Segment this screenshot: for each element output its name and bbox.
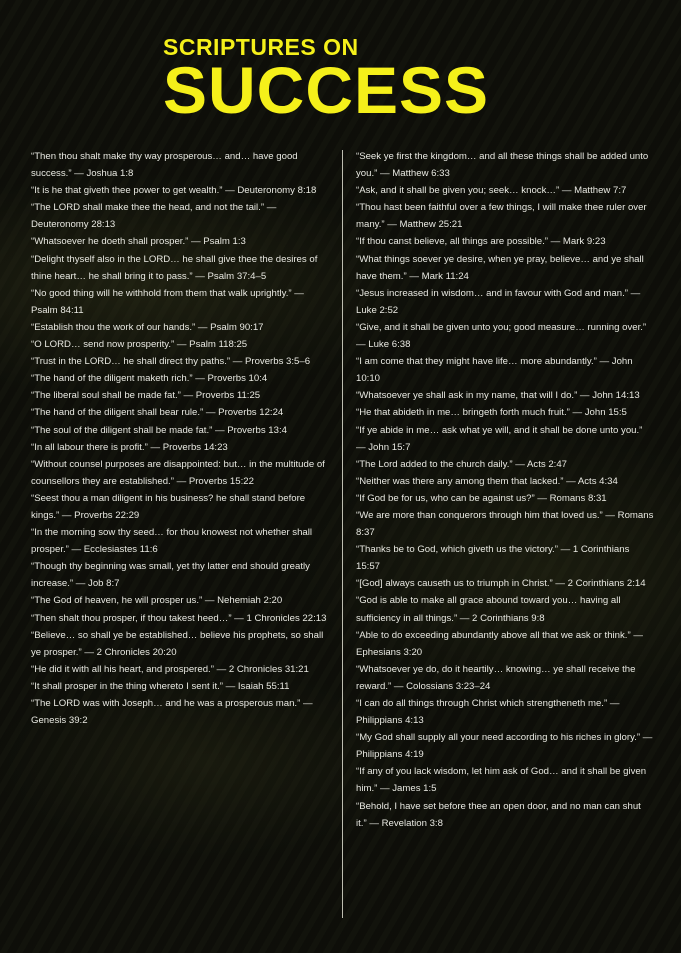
verse-item: “Though thy beginning was small, yet thy latter end should greatly increase.” — Job 8:7 [31,561,310,590]
verse-item: “Whatsoever ye do, do it heartily… knowing… ye shall receive the reward.” — Colossians 3:23–24 [356,663,636,692]
verse-item: “No good thing will he withhold from them that walk uprightly.” — Psalm 84:11 [31,287,304,316]
verse-item: “Seek ye first the kingdom… and all these things shall be added unto you.” — Matthew 6:33 [356,151,649,180]
verse-item: “[God] always causeth us to triumph in Christ.” — 2 Corinthians 2:14 [356,578,646,590]
verse-item: “Trust in the LORD… he shall direct thy paths.” — Proverbs 3:5–6 [31,356,311,368]
verse-item: “If any of you lack wisdom, let him ask of God… and it shall be given him.” — James 1:5 [356,766,647,795]
verse-item: “The LORD shall make thee the head, and not the tail.” — Deuteronomy 28:13 [31,202,277,231]
verse-item: “Delight thyself also in the LORD… he shall give thee the desires of thine heart… he shall bring it to pass.” — Psalm 37:4–5 [31,253,318,282]
verse-item: “If thou canst believe, all things are possible.” — Mark 9:23 [356,236,606,248]
verse-item: “I can do all things through Christ which strengtheneth me.” — Philippians 4:13 [356,698,620,727]
verse-item: “The hand of the diligent maketh rich.” — Proverbs 10:4 [31,373,268,385]
verse-item: “Establish thou the work of our hands.” — Psalm 90:17 [31,321,264,333]
verse-item: “Behold, I have set before thee an open door, and no man can shut it.” — Revelation 3:8 [356,800,641,829]
verse-item: “Without counsel purposes are disappointed: but… in the multitude of counsellors they are established.” — Proverbs 15:22 [31,458,325,487]
verse-item: “Whatsoever he doeth shall prosper.” — Psalm 1:3 [31,236,246,248]
verse-item: “Thanks be to God, which giveth us the victory.” — 1 Corinthians 15:57 [356,544,630,573]
verse-item: “He that abideth in me… bringeth forth much fruit.” — John 15:5 [356,407,627,419]
verse-item: “Thou hast been faithful over a few things, I will make thee ruler over many.” — Matthew 25:21 [356,202,647,231]
verse-item: “Jesus increased in wisdom… and in favour with God and man.” — Luke 2:52 [356,287,641,316]
page-title [163,34,490,127]
verse-item: “Give, and it shall be given unto you; good measure… running over.” — Luke 6:38 [356,321,647,351]
verse-item: “Then shalt thou prosper, if thou takest heed…” — 1 Chronicles 22:13 [31,612,327,624]
verse-item: “The soul of the diligent shall be made fat.” — Proverbs 13:4 [31,424,287,436]
verse-item: “We are more than conquerors through him that loved us.” — Romans 8:37 [356,509,654,539]
verse-item: “Ask, and it shall be given you; seek… knock…” — Matthew 7:7 [356,185,627,197]
verse-item: “The God of heaven, he will prosper us.” — Nehemiah 2:20 [31,595,283,607]
verse-item: “If ye abide in me… ask what ye will, and it shall be done unto you.” — John 15:7 [356,424,643,453]
verse-item: “He did it with all his heart, and prospered.” — 2 Chronicles 31:21 [31,663,309,675]
verse-item: “God is able to make all grace abound toward you… having all sufficiency in all things.” — 2 Corinthians 9:8 [356,595,621,624]
verse-item: “Then thou shalt make thy way prosperous… and… have good success.” — Joshua 1:8 [31,151,298,180]
left-verse-column [31,148,327,729]
verse-item: “O LORD… send now prosperity.” — Psalm 118:25 [31,339,248,351]
verse-item: “Neither was there any among them that lacked.” — Acts 4:34 [356,475,618,487]
title-line-1: SCRIPTURES ON [163,34,359,60]
verse-item: “What things soever ye desire, when ye pray, believe… and ye shall have them.” — Mark 11:24 [356,253,644,282]
verse-item: “My God shall supply all your need according to his riches in glory.” — Philippians 4:19 [356,732,653,761]
verse-item: “In all labour there is profit.” — Proverbs 14:23 [31,441,228,453]
verse-item: “It is he that giveth thee power to get wealth.” — Deuteronomy 8:18 [31,185,317,197]
verse-item: “The hand of the diligent shall bear rule.” — Proverbs 12:24 [31,407,284,419]
verse-item: “I am come that they might have life… more abundantly.” — John 10:10 [356,356,633,385]
verse-item: “Whatsoever ye shall ask in my name, that will I do.” — John 14:13 [356,390,640,402]
verse-item: “Able to do exceeding abundantly above all that we ask or think.” — Ephesians 3:20 [356,629,643,658]
verse-item: “The liberal soul shall be made fat.” — Proverbs 11:25 [31,390,261,402]
verse-item: “In the morning sow thy seed… for thou knowest not whether shall prosper.” — Ecclesiastes 11:6 [31,527,313,556]
column-divider [342,150,343,918]
right-verse-column [356,148,654,832]
verse-item: “The Lord added to the church daily.” — Acts 2:47 [356,458,568,470]
verse-item: “Seest thou a man diligent in his business? he shall stand before kings.” — Proverbs 22:29 [31,492,306,521]
verse-item: “The LORD was with Joseph… and he was a prosperous man.” — Genesis 39:2 [31,698,313,727]
verse-item: “Believe… so shall ye be established… believe his prophets, so shall ye prosper.” — 2 Chronicles 20:20 [31,629,324,658]
verse-item: “It shall prosper in the thing whereto I sent it.” — Isaiah 55:11 [31,680,290,692]
verse-item: “If God be for us, who can be against us?” — Romans 8:31 [356,492,607,504]
title-line-2: SUCCESS [163,53,490,127]
